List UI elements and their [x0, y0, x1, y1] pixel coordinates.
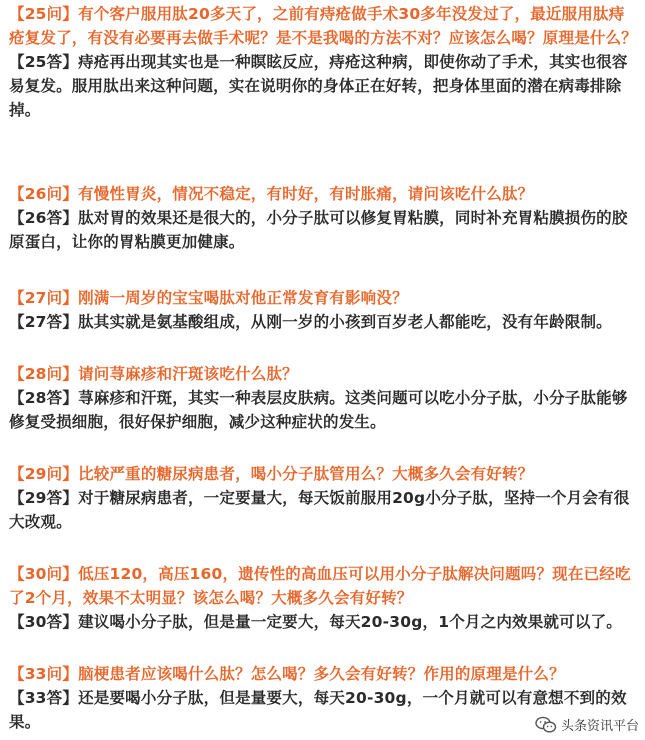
question-25: 【25问】有个客户服用肽20多天了，之前有痔疮做手术30多年没发过了，最近服用肽痔疮复发了，有没有必要再去做手术呢？是不是我喝的方法不对？应该怎么喝？原理是什么？	[9, 5, 638, 47]
qa-item-26	[0, 182, 645, 254]
answer-28: 【28答】荨麻疹和汗斑，其实一种表层皮肤病。这类问题可以吃小分子肽，小分子肽能够修复受损细胞，很好保护细胞，减少这种症状的发生。	[9, 389, 628, 431]
answer-26: 【26答】肽对胃的效果还是很大的，小分子肽可以修复胃粘膜，同时补充胃粘膜损伤的胶原蛋白，让你的胃粘膜更加健康。	[9, 209, 628, 251]
answer-30: 【30答】建议喝小分子肽，但是量一定要大，每天20-30g，1个月之内效果就可以了。	[9, 613, 622, 631]
qa-item-27	[0, 286, 645, 334]
qa-item-28	[0, 362, 645, 434]
answer-27: 【27答】肽其实就是氨基酸组成，从刚一岁的小孩到百岁老人都能吃，没有年龄限制。	[9, 313, 612, 331]
question-29: 【29问】比较严重的糖尿病患者，喝小分子肽管用么？大概多久会有好转？	[9, 465, 534, 483]
question-30: 【30问】低压120，高压160，遗传性的高血压可以用小分子肽解决问题吗？现在已经吃了2个月，效果不太明显？该怎么喝？大概多久会有好转？	[9, 565, 631, 607]
watermark	[535, 715, 639, 734]
answer-33: 【33答】还是要喝小分子肽，但是量要大，每天20-30g，一个月就可以有意想不到的效果。	[9, 689, 627, 731]
watermark-text: 头条资讯平台	[560, 719, 639, 734]
qa-item-25	[0, 2, 645, 122]
qa-item-30	[0, 562, 645, 634]
answer-29: 【29答】对于糖尿病患者，一定要量大，每天饭前服用20g小分子肽，坚持一个月会有很大改观。	[9, 489, 630, 531]
answer-25: 【25答】痔疮再出现其实也是一种瞑眩反应，痔疮这种病，即使你动了手术，其实也很容易复发。服用肽出来这种问题，实在说明你的身体正在好转，把身体里面的潜在病毒排除掉。	[9, 53, 628, 119]
wechat-icon	[535, 716, 557, 734]
qa-item-29	[0, 462, 645, 534]
question-26: 【26问】有慢性胃炎，情况不稳定，有时好，有时胀痛，请问该吃什么肽？	[9, 185, 534, 203]
question-27: 【27问】刚满一周岁的宝宝喝肽对他正常发育有影响没？	[9, 289, 408, 307]
question-33: 【33问】脑梗患者应该喝什么肽？怎么喝？多久会有好转？作用的原理是什么？	[9, 665, 565, 683]
question-28: 【28问】请问荨麻疹和汗斑该吃什么肽？	[9, 365, 298, 383]
